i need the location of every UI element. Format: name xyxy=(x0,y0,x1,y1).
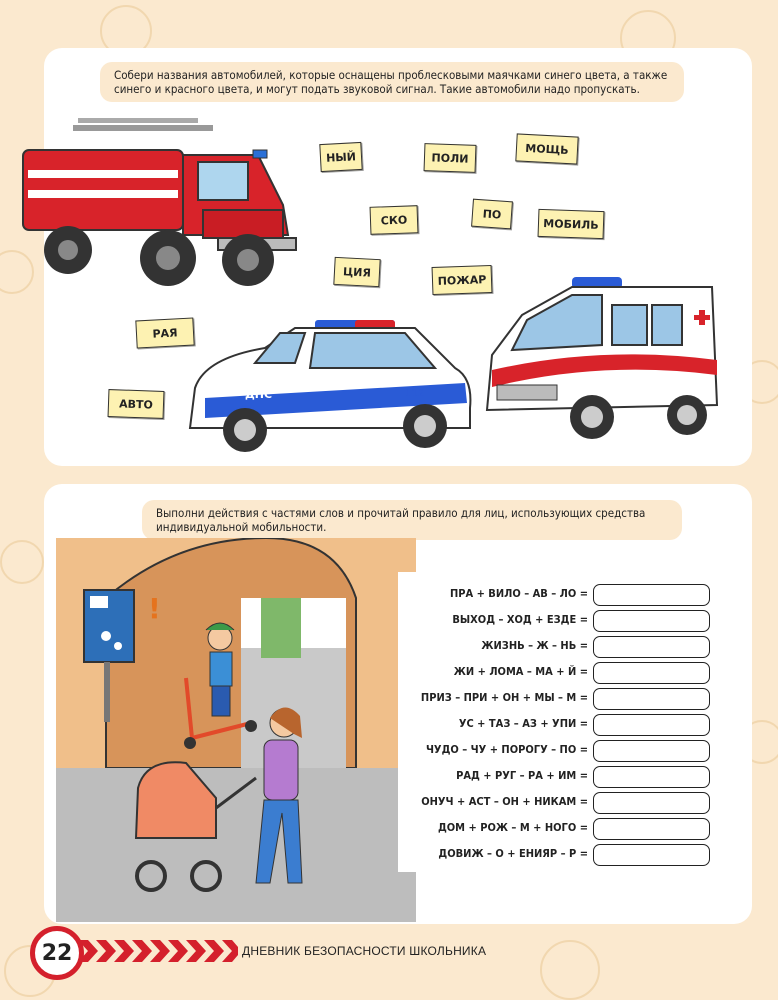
police-car-number: 112 xyxy=(405,388,425,399)
equation-text: ЖИЗНЬ – Ж – НЬ = xyxy=(481,639,588,652)
svg-text:!: ! xyxy=(148,592,161,625)
word-fragment[interactable]: МОБИЛЬ xyxy=(538,209,605,239)
footer-title: ДНЕВНИК БЕЗОПАСНОСТИ ШКОЛЬНИКА xyxy=(242,944,487,958)
word-fragment[interactable]: СКО xyxy=(370,205,419,235)
equation-row xyxy=(400,818,710,840)
equation-text: ДОВИЖ – О + ЕНИЯР – Р = xyxy=(438,847,588,860)
equation-row xyxy=(400,688,710,710)
word-fragment[interactable]: НЫЙ xyxy=(319,142,362,172)
footer-chevrons xyxy=(78,940,238,962)
ambulance-illustration xyxy=(482,275,722,450)
answer-field[interactable] xyxy=(593,792,710,814)
equation-row xyxy=(400,584,710,606)
equation-text: ОНУЧ + АСТ – ОН + НИКАМ = xyxy=(421,795,588,808)
street-scene-illustration xyxy=(56,538,416,922)
equation-row xyxy=(400,844,710,866)
equation-text: РАД + РУГ – РА + ИМ = xyxy=(456,769,588,782)
equation-row xyxy=(400,766,710,788)
answer-field[interactable] xyxy=(593,636,710,658)
equation-row xyxy=(400,740,710,762)
answer-field[interactable] xyxy=(593,610,710,632)
equation-text: ВЫХОД – ХОД + ЕЗДЕ = xyxy=(452,613,588,626)
task2-instruction: Выполни действия с частями слов и прочитай правило для лиц, использующих средства индивидуальной мобильности. xyxy=(142,500,682,540)
word-fragment[interactable]: ПОЖАР xyxy=(432,265,493,295)
answer-field[interactable] xyxy=(593,740,710,762)
equation-row xyxy=(400,610,710,632)
answer-field[interactable] xyxy=(593,766,710,788)
answer-field[interactable] xyxy=(593,818,710,840)
equation-text: ПРА + ВИЛО – АВ – ЛО = xyxy=(449,587,588,600)
police-car-text: ДПС xyxy=(245,388,273,401)
equation-row xyxy=(400,792,710,814)
police-car-illustration xyxy=(185,318,475,463)
page-number: 22 xyxy=(30,926,84,980)
background-doodle xyxy=(540,940,600,1000)
equation-text: ДОМ + РОЖ – М + НОГО = xyxy=(437,821,588,834)
word-fragment[interactable]: АВТО xyxy=(108,389,165,419)
equation-text: ЖИ + ЛОМА – МА + Й = xyxy=(453,665,588,678)
word-fragment[interactable]: РАЯ xyxy=(135,318,194,349)
task1-instruction: Собери названия автомобилей, которые оснащены проблесковыми маячками синего цвета, а также синего и красного цвета, и могут подать звуковой сигнал. Такие автомобили надо пропускать. xyxy=(100,62,684,102)
answer-field[interactable] xyxy=(593,662,710,684)
word-fragment[interactable]: МОЩЬ xyxy=(515,133,578,164)
word-fragment[interactable]: ЦИЯ xyxy=(333,257,380,287)
answer-field[interactable] xyxy=(593,844,710,866)
word-fragment[interactable]: ПОЛИ xyxy=(424,143,477,173)
word-fragment[interactable]: ПО xyxy=(471,199,513,230)
equation-row xyxy=(400,662,710,684)
equation-text: УС + ТАЗ – АЗ + УПИ = xyxy=(458,717,588,730)
answer-field[interactable] xyxy=(593,714,710,736)
background-doodle xyxy=(0,540,44,584)
equation-row xyxy=(400,636,710,658)
equation-row xyxy=(400,714,710,736)
fire-truck-illustration xyxy=(18,110,300,300)
answer-field[interactable] xyxy=(593,688,710,710)
equation-text: ПРИЗ – ПРИ + ОН + МЫ – М = xyxy=(420,691,588,704)
equation-text: ЧУДО – ЧУ + ПОРОГУ – ПО = xyxy=(425,743,588,756)
answer-field[interactable] xyxy=(593,584,710,606)
